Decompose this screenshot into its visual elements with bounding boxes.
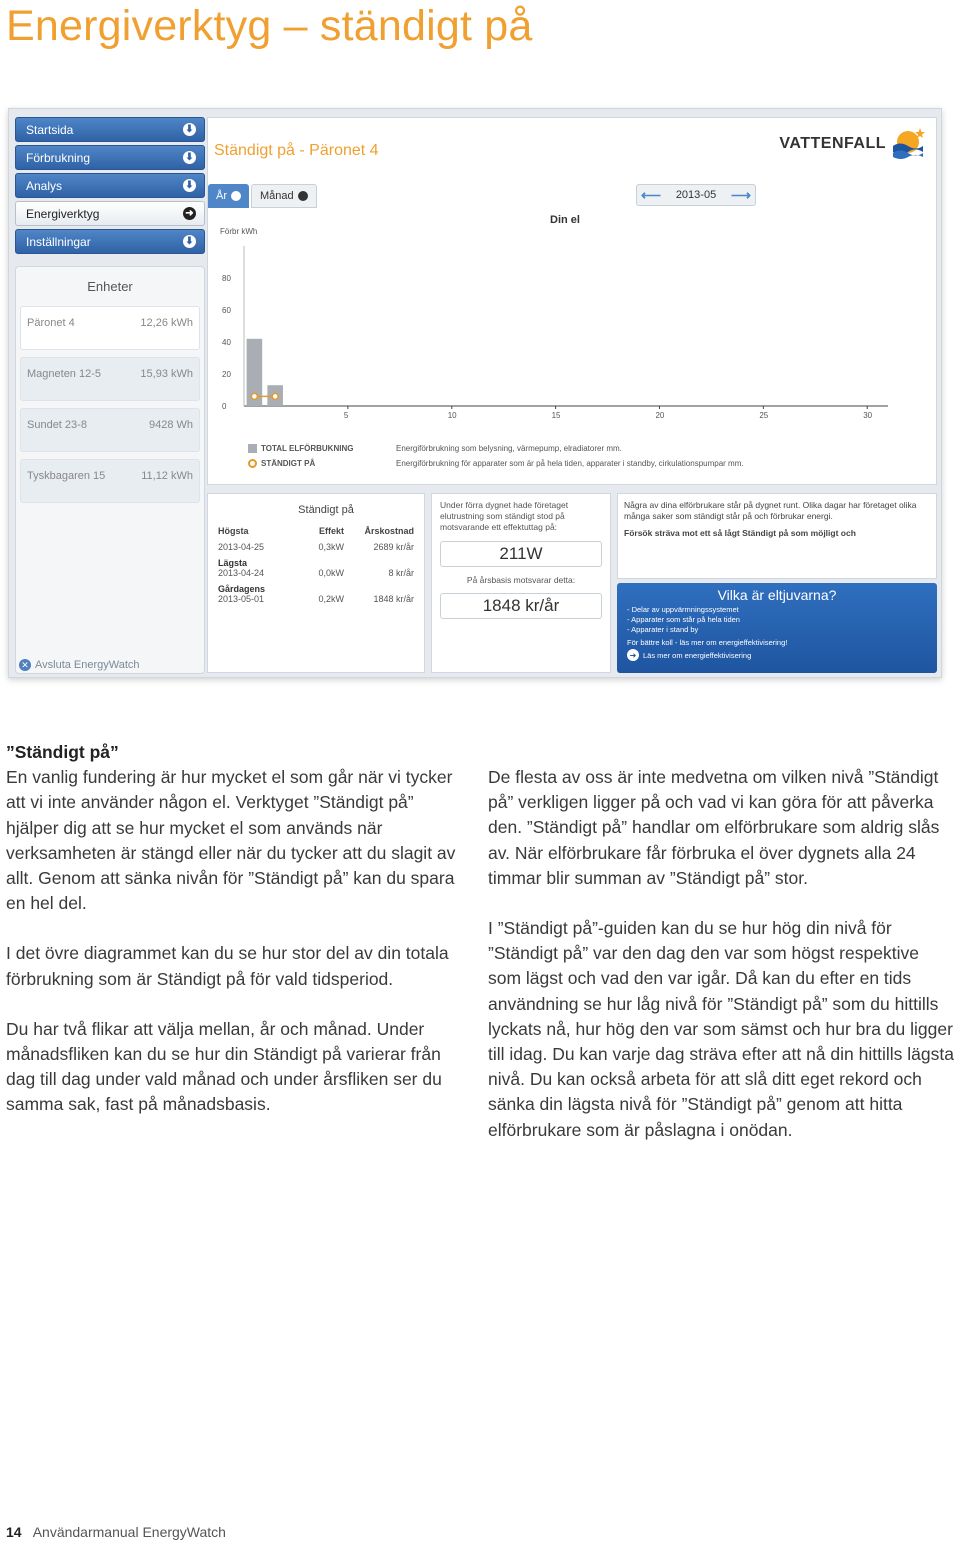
tips-panel	[617, 493, 937, 673]
unit-row[interactable]	[20, 306, 200, 350]
sun-wave-icon	[890, 126, 926, 162]
section-title: ”Ständigt på”	[6, 742, 119, 762]
left-column	[6, 740, 466, 1143]
chart-legend	[248, 444, 744, 474]
stats-col-kostnad: Årskostnad	[364, 526, 414, 536]
tab-month-label: Månad	[260, 190, 294, 202]
unit-name: Tyskbagaren 15	[27, 470, 106, 482]
stats-effekt: 0,0kW	[318, 568, 344, 578]
arrow-right-icon[interactable]: ⟶	[730, 186, 751, 203]
y-tick-label: 80	[222, 274, 231, 283]
sidebar-item-label: Inställningar	[26, 234, 91, 249]
panel-title: Ständigt på - Päronet 4	[214, 142, 379, 159]
exit-label: Avsluta EnergyWatch	[35, 659, 140, 671]
sidebar-item-1[interactable]	[15, 145, 205, 170]
y-tick-label: 20	[222, 370, 231, 379]
arrow-down-icon: ⬇	[183, 151, 196, 164]
period-tabs	[208, 184, 317, 208]
exit-link[interactable]	[19, 659, 140, 671]
arrow-down-icon: ⬇	[183, 235, 196, 248]
unit-value: 15,93 kWh	[140, 368, 193, 380]
list-item: - Apparater i stand by	[627, 624, 699, 634]
date-value: 2013-05	[675, 189, 717, 201]
chart-title: Din el	[550, 214, 580, 226]
stats-row-lowest	[218, 568, 414, 578]
legend-key-total	[248, 444, 378, 453]
legend-always-label: STÄNDIGT PÅ	[261, 459, 316, 468]
sidebar-item-4[interactable]	[15, 229, 205, 254]
tab-month[interactable]	[251, 184, 317, 208]
arrow-right-icon: ➜	[627, 649, 639, 661]
stats-panel	[207, 493, 425, 673]
stats-effekt: 0,2kW	[318, 594, 344, 604]
x-tick-label: 25	[759, 411, 769, 420]
unit-row[interactable]	[20, 459, 200, 503]
radio-icon	[231, 191, 241, 201]
tip-strong: Försök sträva mot ett så lågt Ständigt på som möjligt och	[624, 528, 856, 539]
read-more-link[interactable]	[627, 649, 927, 661]
unit-value: 11,12 kWh	[141, 470, 193, 482]
sidebar-item-label: Startsida	[26, 122, 74, 137]
x-tick-label: 15	[551, 411, 561, 420]
legend-total-desc: Energiförbrukning som belysning, värmepump, elradiatorer mm.	[396, 444, 622, 453]
page-number: 14	[6, 1524, 22, 1540]
stats-header	[218, 526, 414, 536]
vattenfall-logo	[779, 126, 926, 162]
unit-row[interactable]	[20, 357, 200, 401]
legend-total-label: TOTAL ELFÖRBUKNING	[261, 444, 354, 453]
stats-title: Ständigt på	[298, 504, 354, 516]
stats-date: 2013-05-01	[218, 594, 265, 604]
unit-name: Sundet 23-8	[27, 419, 87, 431]
point-always-on	[251, 393, 257, 399]
sidebar-item-0[interactable]	[15, 117, 205, 142]
paragraph: I ”Ständigt på”-guiden kan du se hur hög din nivå för ”Ständigt på” var den dag den var som högst respektive som lägst och vad den var igår. Då kan du efter en tids användning se hur låg nivå för ”Ständigt på” som du hittills lyckats nå, hur hög den var som sämst och hur bra du ligger till idag. Du kan varje dag sträva efter att nå din hittills lägsta nivå. Du kan också arbeta för att slå ditt eget rekord och sänka din lägsta nivå för ”Ständigt på” genom att hitta elförbrukare som är påslagna i onödan.	[488, 918, 954, 1140]
arrow-down-icon: ⬇	[183, 123, 196, 136]
x-tick-label: 10	[447, 411, 457, 420]
units-title: Enheter	[87, 279, 133, 294]
y-axis-label: Förbr kWh	[220, 227, 258, 236]
page-heading: Energiverktyg – ständigt på	[6, 2, 533, 50]
sidebar-item-label: Analys	[26, 178, 63, 193]
point-always-on	[272, 393, 278, 399]
unit-value: 9428 Wh	[148, 419, 193, 431]
stats-effekt: 0,3kW	[318, 542, 344, 552]
energy-thieves-list	[627, 605, 927, 634]
x-tick-label: 20	[655, 411, 665, 420]
logo-text: VATTENFALL	[779, 135, 886, 152]
annual-text: På årsbasis motsvarar detta:	[466, 575, 576, 586]
annual-value: 1848 kr/år	[440, 593, 602, 619]
sidebar-item-label: Energiverktyg	[26, 206, 100, 221]
page-footer	[6, 1524, 226, 1540]
y-tick-label: 60	[222, 306, 231, 315]
x-tick-label: 30	[863, 411, 873, 420]
right-column	[488, 765, 956, 1168]
read-more-label: Läs mer om energieffektivisering	[643, 650, 752, 660]
stats-kostnad: 1848 kr/år	[373, 594, 414, 604]
sidebar-item-2[interactable]	[15, 173, 205, 198]
arrow-left-icon[interactable]: ⟵	[641, 186, 662, 203]
arrow-down-icon: ⬇	[183, 179, 196, 192]
sidebar-item-3[interactable]	[15, 201, 205, 226]
units-panel	[15, 266, 205, 674]
tip-box	[617, 493, 937, 579]
energy-thieves-foot: För bättre koll - läs mer om energieffektivisering!	[627, 638, 788, 648]
chart-panel	[207, 117, 937, 485]
close-icon: ✕	[19, 659, 31, 671]
energy-thieves-box	[617, 583, 937, 673]
energy-thieves-title: Vilka är eltjuvarna?	[717, 587, 837, 603]
stats-date: 2013-04-25	[218, 542, 265, 552]
stats-row-label-0: Högsta	[218, 526, 249, 536]
arrow-right-icon: ➜	[183, 207, 196, 220]
main-panel	[207, 117, 937, 673]
stats-row-label-1: Lägsta	[218, 558, 248, 568]
x-tick-label: 5	[343, 411, 349, 420]
paragraph: I det övre diagrammet kan du se hur stor del av din totala förbrukning som är Ständigt på för vald tidsperiod.	[6, 943, 449, 989]
tip-text: Några av dina elförbrukare står på dygnet runt. Olika dagar har företaget olika många saker som ständigt står på och förbrukar energi.	[624, 500, 917, 522]
current-level-text: Under förra dygnet hade företaget elutrustning som ständigt stod på motsvarande ett effektuttag på:	[440, 500, 569, 533]
current-level-value: 211W	[440, 541, 602, 567]
tab-year[interactable]	[208, 184, 249, 208]
list-item: - Apparater som står på hela tiden	[627, 614, 740, 624]
legend-row-always	[248, 459, 744, 468]
legend-always-desc: Energiförbrukning för apparater som är på hela tiden, apparater i standby, cirkulationspumpar mm.	[396, 459, 744, 468]
unit-name: Päronet 4	[27, 317, 75, 329]
units-list	[20, 306, 200, 503]
app-screenshot	[8, 108, 942, 678]
y-tick-label: 0	[222, 402, 227, 411]
stats-row-highest	[218, 542, 414, 552]
stats-row-label-2: Gårdagens	[218, 584, 266, 594]
stats-row-yesterday	[218, 594, 414, 604]
legend-swatch-always	[248, 459, 257, 468]
consumption-chart	[208, 224, 908, 424]
legend-key-always	[248, 459, 378, 468]
unit-row[interactable]	[20, 408, 200, 452]
stats-date: 2013-04-24	[218, 568, 265, 578]
legend-row-total	[248, 444, 744, 453]
paragraph: De flesta av oss är inte medvetna om vilken nivå ”Ständigt på” verkligen ligger på och vad vi kan göra för att påverka den. ”Ständigt på” handlar om elförbrukare som aldrig slås av. När elförbrukare får förbruka el över dygnets alla 24 timmar blir summan av ”Ständigt på” stor.	[488, 767, 940, 888]
tab-year-label: År	[216, 190, 227, 202]
stats-kostnad: 2689 kr/år	[373, 542, 414, 552]
sidebar-nav	[15, 117, 205, 254]
paragraph: En vanlig fundering är hur mycket el som går när vi tycker att vi inte använder någon el. Verktyget ”Ständigt på” hjälper dig att se hur mycket el som används när verksamheten är stängd eller när du tycker att du slagit av allt. Genom att sänka nivån för ”Ständigt på” kan du spara en hel del.	[6, 767, 456, 914]
paragraph: Du har två flikar att välja mellan, år och månad. Under månadsfliken kan du se hur din Ständigt på varierar från dag till dag under vald månad och under årsfliken ser du samma sak, fast på månadsbasis.	[6, 1018, 442, 1115]
sidebar-item-label: Förbrukning	[26, 150, 91, 165]
stats-kostnad: 8 kr/år	[388, 568, 414, 578]
date-navigator	[636, 184, 756, 206]
sidebar	[15, 117, 205, 673]
list-item: - Delar av uppvärmningssystemet	[627, 605, 739, 614]
current-level-panel	[431, 493, 611, 673]
legend-swatch-total	[248, 444, 257, 453]
footer-title: Användarmanual EnergyWatch	[32, 1524, 226, 1540]
radio-icon	[298, 191, 308, 201]
y-tick-label: 40	[222, 338, 231, 347]
unit-value: 12,26 kWh	[140, 317, 193, 329]
unit-name: Magneten 12-5	[27, 368, 101, 380]
stats-col-effekt: Effekt	[318, 526, 344, 536]
